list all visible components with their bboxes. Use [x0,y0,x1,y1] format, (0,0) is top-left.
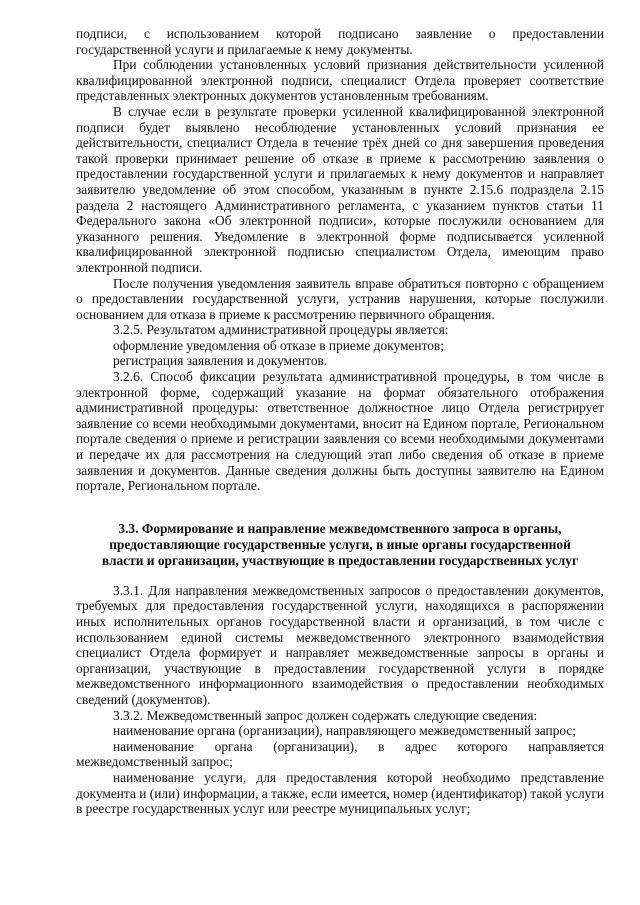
text-block-before [76,26,604,494]
paragraph: В случае если в результате проверки усиленной квалифицированной электронной подписи будет выявлено несоблюдение установленных условий признания ее действительности, специалист Отдела в течение трёх дней со дня завершения проведения такой проверки принимает решение об отказе в приеме к рассмотрению заявления о предоставлении государственной услуги и прилагаемых к нему документов и направляет заявителю уведомление об этом способом, указанным в пункте 2.15.6 подраздела 2.15 раздела 2 настоящего Административного регламента, с указанием пунктов статьи 11 Федерального закона «Об электронной подписи», которые послужили основанием для указанного решения. Уведомление в электронной форме подписывается усиленной квалифицированной электронной подписью специалистом Отдела, имеющим право электронной подписи. [76,103,604,275]
paragraph: При соблюдении установленных условий признания действительности усиленной квалифицированной электронной подписи, специалист Отдела проверяет соответствие представленных электронных документов установленным требованиям. [76,57,604,104]
paragraph: 3.2.5. Результатом административной процедуры является: [113,322,449,338]
paragraph: оформление уведомления об отказе в приеме документов; [113,337,444,353]
heading-line: предоставляющие государственные услуги, в иные органы государственной [109,536,571,552]
paragraph: наименование услуги, для предоставления которой необходимо представление документа и (или) информации, а также, если имеется, номер (идентификатор) такой услуги в реестре государственных услуг или реестре муниципальных услуг; [76,769,604,817]
heading-line: 3.3. Формирование и направление межведомственного запроса в органы, [118,520,562,536]
paragraph: 3.3.1. Для направления межведомственных запросов о предоставлении документов, требуемых для предоставления государственной услуги, находящихся в распоряжении иных исполнительных органов государственной власти и организаций, в том числе с использованием единой системы межведомственного электронного взаимодействия специалист Отдела формирует и направляет межведомственные запросы в органы и организации, участвующие в предоставлении государственной услуги в порядке межведомственного информационного взаимодействия о предоставлении необходимых сведений (документов). [76,582,604,707]
paragraph: 3.2.6. Способ фиксации результата административной процедуры, в том числе в электронной форме, содержащий указание на формат обязательного отображения административной процедуры: ответственное должностное лицо Отдела регистрирует заявление со всеми необходимыми документами, вносит на Едином портале, Региональном портале сведения о приеме и регистрации заявления со всеми необходимыми документами и передаче их для рассмотрения на следующий этап либо сведения об отказе в приеме заявления и документов. Данные сведения должны быть доступны заявителю на Едином портале, Региональном портале. [76,369,604,494]
paragraph: подписи, с использованием которой подписано заявление о предоставлении государственной услуги и прилагаемые к нему документы. [76,26,604,57]
paragraph: наименование органа (организации), направляющего межведомственный запрос; [113,723,577,739]
document-page [76,26,604,817]
paragraph: После получения уведомления заявитель вправе обратиться повторно с обращением о предоставлении государственной услуги, устранив нарушения, которые послужили основанием для отказа в приеме к рассмотрению первичного обращения. [76,275,604,322]
paragraph: наименование органа (организации), в адрес которого направляется межведомственный запрос; [76,738,604,770]
paragraph: 3.3.2. Межведомственный запрос должен содержать следующие сведения: [113,707,538,723]
text-block-after [76,583,604,817]
heading-line: власти и организации, участвующие в предоставлении государственных услуг [101,552,579,568]
section-heading [76,521,604,569]
paragraph: регистрация заявления и документов. [113,353,328,369]
